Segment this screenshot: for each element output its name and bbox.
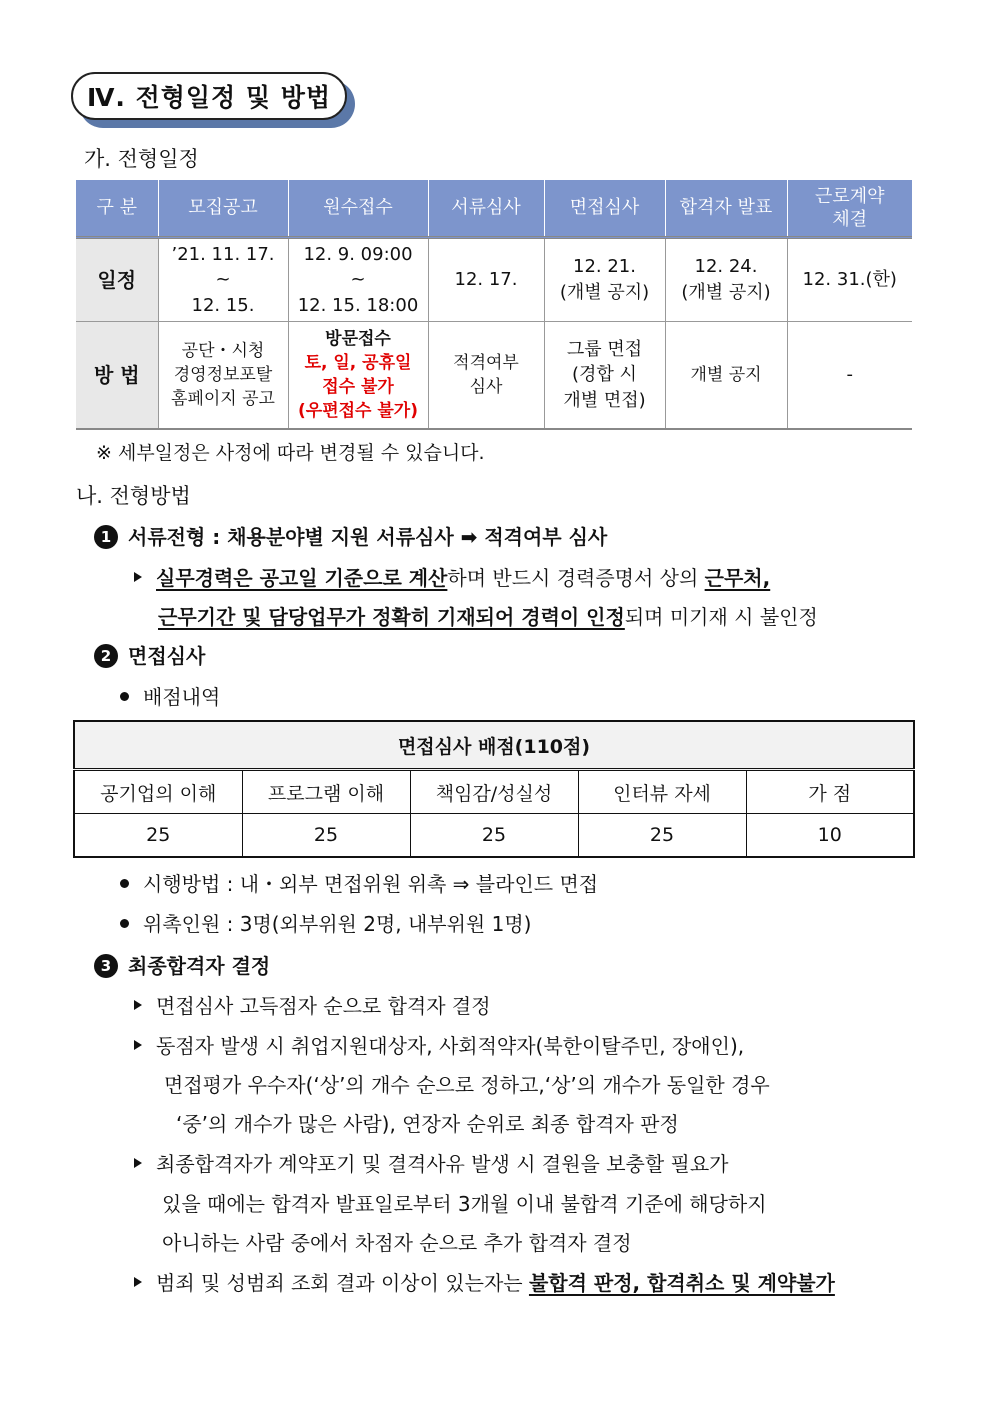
recruit-start: ’21. 11. 17. — [171, 243, 275, 265]
final-point-2 — [134, 1030, 744, 1059]
score-header-2: 프로그램 이해 — [242, 770, 410, 814]
final-point-3 — [134, 1148, 729, 1177]
final-point-3-l1: 최종합격자가 계약포기 및 결격사유 발생 시 결원을 보충할 필요가 — [156, 1152, 729, 1176]
item-interview-title: 면접심사 — [128, 644, 206, 668]
receipt-method-title: 방문접수 — [325, 328, 391, 349]
header-interview: 면접심사 — [544, 180, 665, 238]
final-point-3-l2: 있을 때에는 합격자 발표일로부터 3개월 이내 불합격 기준에 해당하지 — [162, 1192, 767, 1216]
cell-receipt-method — [288, 322, 428, 430]
method-bullet-text: 시행방법 : 내・외부 면접위원 위촉 ⇒ 블라인드 면접 — [143, 872, 599, 896]
row-label-schedule: 일정 — [76, 238, 158, 322]
schedule-row — [76, 238, 912, 322]
header-category: 구 분 — [76, 180, 158, 238]
method-row — [76, 322, 912, 430]
receipt-start: 12. 9. 09:00 — [303, 243, 413, 265]
cell-doc-method — [428, 322, 544, 430]
doc-screening-text-2: 되며 미기재 시 불인정 — [624, 605, 818, 629]
schedule-header-row — [76, 180, 912, 238]
recruit-tilde: ~ — [215, 269, 231, 291]
triangle-bullet-icon — [134, 1277, 142, 1287]
triangle-bullet-icon — [134, 1040, 142, 1050]
announce-note: (개별 공지) — [681, 282, 771, 303]
triangle-bullet-icon — [134, 1000, 142, 1010]
item-final — [94, 950, 270, 979]
final-point-4-text: 범죄 및 성범죄 조회 결과 이상이 있는자는 — [156, 1271, 529, 1295]
triangle-bullet-icon — [134, 572, 142, 582]
cell-doc-date: 12. 17. — [428, 238, 544, 322]
score-value-3: 25 — [410, 814, 578, 858]
receipt-warning-l1: 토, 일, 공휴일 — [304, 352, 412, 373]
header-announce: 합격자 발표 — [665, 180, 787, 238]
final-point-2-l3: ‘중’의 개수가 많은 사람), 연장자 순위로 최종 합격자 판정 — [176, 1112, 679, 1136]
score-header-4: 인터뷰 자세 — [578, 770, 746, 814]
interview-method-l1: 그룹 면접 — [566, 338, 643, 360]
score-header-5: 가 점 — [746, 770, 914, 814]
cell-contract-method: - — [787, 322, 912, 430]
header-contract — [787, 180, 912, 238]
dot-bullet-icon — [120, 692, 129, 701]
doc-screening-line-2 — [158, 601, 818, 630]
doc-method-l2: 심사 — [469, 377, 503, 397]
doc-screening-emph-2: 근무처, — [704, 566, 771, 590]
score-header-1: 공기업의 이해 — [74, 770, 242, 814]
interview-method-l2: (경합 시 — [572, 364, 637, 386]
announce-date: 12. 24. — [694, 256, 758, 278]
score-title-row — [74, 721, 914, 770]
doc-screening-line-1 — [134, 562, 770, 591]
receipt-tilde: ~ — [350, 269, 366, 291]
doc-screening-emph-1: 실무경력은 공고일 기준으로 계산 — [156, 566, 448, 590]
final-point-4 — [134, 1267, 835, 1296]
score-table — [73, 720, 915, 858]
dot-bullet-icon — [120, 919, 129, 928]
doc-screening-text-1: 하며 반드시 경력증명서 상의 — [447, 566, 705, 590]
final-point-4-emph: 불합격 판정, 합격취소 및 계약불가 — [528, 1271, 835, 1295]
score-header-3: 책임감/성실성 — [410, 770, 578, 814]
row-label-method: 방 법 — [76, 322, 158, 430]
receipt-warning-l3: (우편접수 불가) — [298, 401, 418, 422]
item-doc-screening — [94, 521, 607, 550]
schedule-note: ※ 세부일정은 사정에 따라 변경될 수 있습니다. — [96, 442, 485, 464]
score-value-4: 25 — [578, 814, 746, 858]
header-receipt: 원수접수 — [288, 180, 428, 238]
header-doc-review: 서류심사 — [428, 180, 544, 238]
cell-interview-date — [544, 238, 665, 322]
score-value-row — [74, 814, 914, 858]
doc-screening-emph-3: 근무기간 및 담당업무가 정확히 기재되어 경력이 인정 — [158, 605, 625, 629]
recruit-method-l2: 경영정보포탈 — [173, 364, 273, 385]
cell-interview-method — [544, 322, 665, 430]
cell-announce-date — [665, 238, 787, 322]
item-final-title: 최종합격자 결정 — [128, 954, 271, 978]
header-recruit: 모집공고 — [158, 180, 288, 238]
final-point-2-l2: 면접평가 우수자(‘상’의 개수 순으로 정하고,‘상’의 개수가 동일한 경우 — [164, 1073, 770, 1097]
item-interview — [94, 640, 205, 669]
receipt-warning-l2: 접수 불가 — [322, 377, 394, 397]
final-point-1-text: 면접심사 고득점자 순으로 합격자 결정 — [156, 994, 491, 1018]
method-bullet — [120, 868, 598, 897]
cell-recruit-method — [158, 322, 288, 430]
final-point-2-l1: 동점자 발생 시 취업지원대상자, 사회적약자(북한이탈주민, 장애인), — [156, 1034, 745, 1058]
number-1-icon: 1 — [94, 525, 118, 549]
schedule-table — [76, 180, 912, 430]
score-value-1: 25 — [74, 814, 242, 858]
final-point-3-l3: 아니하는 사람 중에서 차점자 순으로 추가 합격자 결정 — [162, 1231, 632, 1255]
dot-bullet-icon — [120, 879, 129, 888]
recruit-end: 12. 15. — [191, 294, 255, 316]
cell-receipt-date — [288, 238, 428, 322]
interview-note: (개별 공지) — [559, 282, 650, 303]
number-3-icon: 3 — [94, 954, 118, 978]
cell-recruit-date — [158, 238, 288, 322]
subsection-title-schedule: 가. 전형일정 — [84, 147, 199, 171]
number-2-icon: 2 — [94, 644, 118, 668]
interview-method-l3: 개별 면접) — [563, 389, 646, 411]
receipt-end: 12. 15. 18:00 — [297, 294, 419, 316]
score-bullet-text: 배점내역 — [143, 685, 221, 709]
score-value-2: 25 — [242, 814, 410, 858]
header-contract-text: 근로계약 체결 — [814, 185, 885, 230]
cell-announce-method: 개별 공지 — [665, 322, 787, 430]
score-value-5: 10 — [746, 814, 914, 858]
subsection-title-method: 나. 전형방법 — [76, 484, 191, 508]
doc-method-l1: 적격여부 — [453, 352, 519, 373]
triangle-bullet-icon — [134, 1158, 142, 1168]
cell-contract-date: 12. 31.(한) — [787, 238, 912, 322]
score-table-title: 면접심사 배점(110점) — [74, 721, 914, 770]
members-bullet — [120, 908, 531, 937]
section-title: Ⅳ. 전형일정 및 방법 — [71, 72, 347, 120]
score-bullet — [120, 681, 220, 710]
recruit-method-l3: 홈페이지 공고 — [171, 389, 275, 410]
item-doc-screening-title: 서류전형 : 채용분야별 지원 서류심사 ➡ 적격여부 심사 — [128, 525, 608, 549]
recruit-method-l1: 공단・시청 — [181, 340, 265, 361]
score-header-row — [74, 770, 914, 814]
final-point-1 — [134, 990, 491, 1019]
interview-date: 12. 21. — [573, 256, 636, 278]
members-bullet-text: 위촉인원 : 3명(외부위원 2명, 내부위원 1명) — [143, 912, 532, 936]
